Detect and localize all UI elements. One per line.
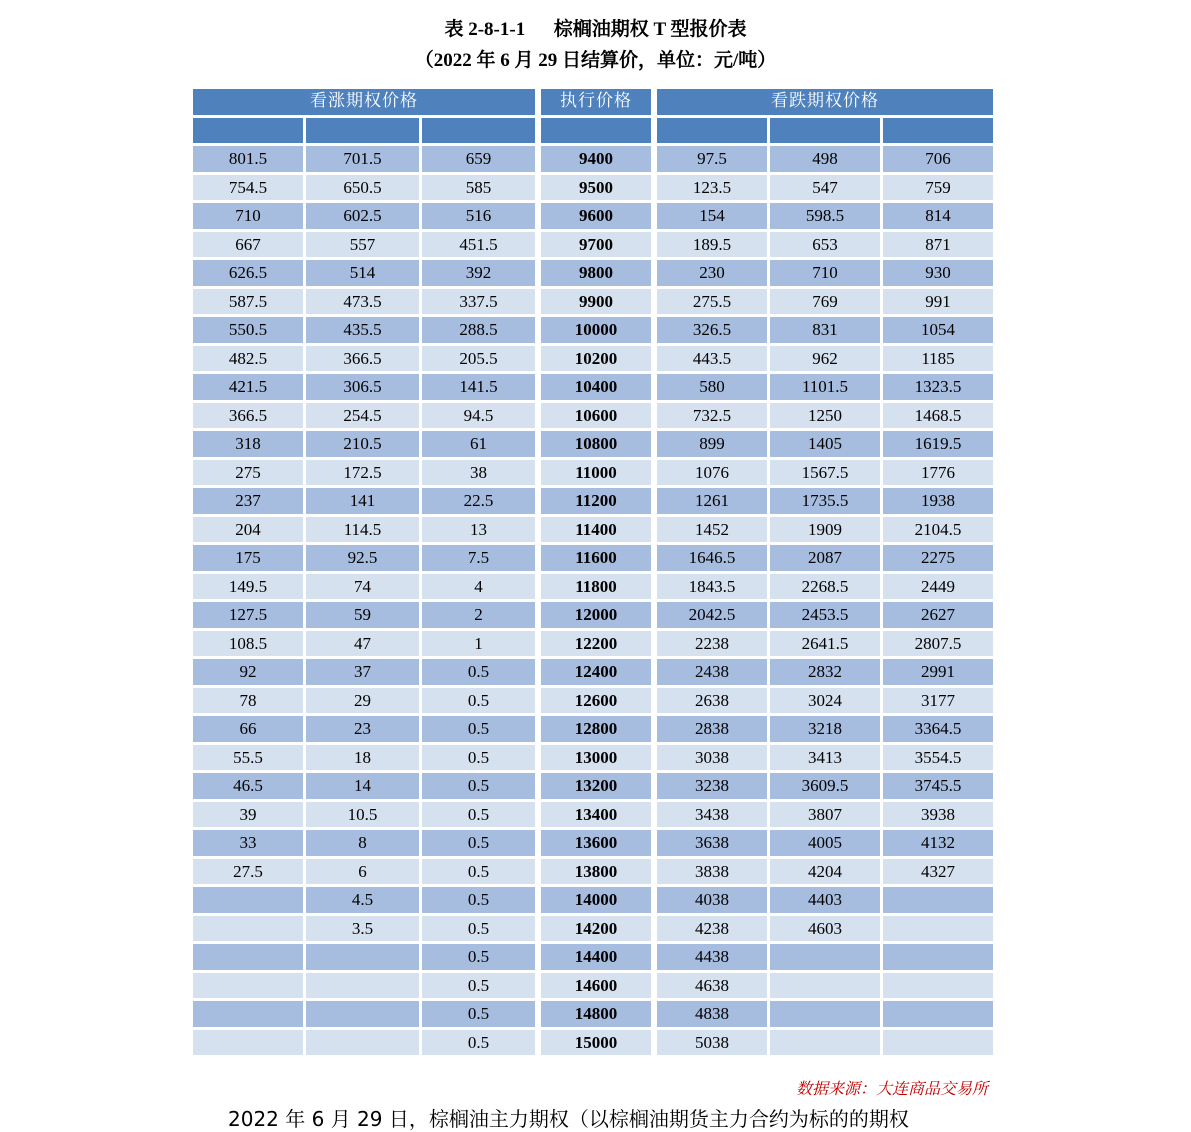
put-price-cell: 1567.5 <box>770 460 880 486</box>
strike-price-header: 执行价格 <box>541 89 651 115</box>
strike-price-cell: 12400 <box>541 659 651 685</box>
call-price-cell <box>193 887 303 913</box>
strike-price-cell: 14200 <box>541 916 651 942</box>
put-price-cell: 1776 <box>883 460 993 486</box>
call-price-cell: 754.5 <box>193 175 303 201</box>
put-price-cell: 653 <box>770 232 880 258</box>
put-price-cell: 123.5 <box>657 175 767 201</box>
put-price-cell: 1619.5 <box>883 431 993 457</box>
call-price-cell: 38 <box>422 460 535 486</box>
call-price-cell: 6 <box>306 859 419 885</box>
put-price-cell: 1646.5 <box>657 545 767 571</box>
strike-price-cell: 11200 <box>541 488 651 514</box>
put-price-cell: 1185 <box>883 346 993 372</box>
call-price-cell: 33 <box>193 830 303 856</box>
table-header-row <box>193 89 993 115</box>
put-price-cell: 3413 <box>770 745 880 771</box>
put-price-cell: 3554.5 <box>883 745 993 771</box>
put-price-cell: 230 <box>657 260 767 286</box>
table-row <box>193 346 993 372</box>
call-price-cell: 66 <box>193 716 303 742</box>
put-price-cell: 732.5 <box>657 403 767 429</box>
strike-price-cell: 11600 <box>541 545 651 571</box>
strike-price-cell: 12600 <box>541 688 651 714</box>
table-row <box>193 602 993 628</box>
call-price-cell: 23 <box>306 716 419 742</box>
put-price-cell: 598.5 <box>770 203 880 229</box>
put-price-cell <box>770 944 880 970</box>
call-price-cell: 141.5 <box>422 374 535 400</box>
put-price-cell: 1250 <box>770 403 880 429</box>
call-price-cell: 55.5 <box>193 745 303 771</box>
put-price-cell: 2641.5 <box>770 631 880 657</box>
call-price-cell: 602.5 <box>306 203 419 229</box>
call-price-cell: 172.5 <box>306 460 419 486</box>
call-price-cell: 92.5 <box>306 545 419 571</box>
table-subheader-row <box>193 118 993 144</box>
call-price-cell: 801.5 <box>193 146 303 172</box>
call-price-cell: 473.5 <box>306 289 419 315</box>
table-subtitle: （2022 年 6 月 29 日结算价，单位：元/吨） <box>414 50 777 71</box>
put-price-cell: 97.5 <box>657 146 767 172</box>
put-price-cell <box>883 944 993 970</box>
put-price-header: 看跌期权价格 <box>657 89 993 115</box>
put-price-cell: 962 <box>770 346 880 372</box>
call-price-cell: 0.5 <box>422 716 535 742</box>
put-price-cell: 3745.5 <box>883 773 993 799</box>
call-price-cell: 61 <box>422 431 535 457</box>
t-quote-table <box>190 86 996 1058</box>
put-price-cell: 706 <box>883 146 993 172</box>
put-price-cell: 2042.5 <box>657 602 767 628</box>
call-price-cell: 587.5 <box>193 289 303 315</box>
call-price-cell: 141 <box>306 488 419 514</box>
call-price-cell: 78 <box>193 688 303 714</box>
call-price-cell <box>193 1030 303 1056</box>
strike-price-cell: 15000 <box>541 1030 651 1056</box>
put-price-cell: 326.5 <box>657 317 767 343</box>
call-price-cell: 667 <box>193 232 303 258</box>
table-row <box>193 887 993 913</box>
call-price-cell: 366.5 <box>193 403 303 429</box>
table-row <box>193 260 993 286</box>
call-price-cell: 585 <box>422 175 535 201</box>
call-price-cell: 92 <box>193 659 303 685</box>
put-price-cell: 4403 <box>770 887 880 913</box>
strike-price-cell: 14000 <box>541 887 651 913</box>
put-price-cell: 4638 <box>657 973 767 999</box>
subheader-cell <box>657 118 767 144</box>
put-price-cell <box>883 887 993 913</box>
table-body <box>193 89 993 1055</box>
put-price-cell: 769 <box>770 289 880 315</box>
table-row <box>193 431 993 457</box>
call-price-cell: 0.5 <box>422 659 535 685</box>
call-price-cell: 514 <box>306 260 419 286</box>
call-price-cell: 4.5 <box>306 887 419 913</box>
put-price-cell: 930 <box>883 260 993 286</box>
call-price-cell: 204 <box>193 517 303 543</box>
subheader-cell <box>770 118 880 144</box>
put-price-cell: 3609.5 <box>770 773 880 799</box>
call-price-cell: 0.5 <box>422 745 535 771</box>
table-row <box>193 802 993 828</box>
table-row <box>193 859 993 885</box>
strike-price-cell: 13600 <box>541 830 651 856</box>
strike-price-cell: 10200 <box>541 346 651 372</box>
table-row <box>193 289 993 315</box>
subheader-cell <box>541 118 651 144</box>
call-price-cell: 4 <box>422 574 535 600</box>
call-price-cell: 149.5 <box>193 574 303 600</box>
call-price-cell: 127.5 <box>193 602 303 628</box>
strike-price-cell: 14600 <box>541 973 651 999</box>
table-row <box>193 916 993 942</box>
put-price-cell: 2638 <box>657 688 767 714</box>
put-price-cell: 4438 <box>657 944 767 970</box>
put-price-cell: 4005 <box>770 830 880 856</box>
put-price-cell: 831 <box>770 317 880 343</box>
call-price-cell: 254.5 <box>306 403 419 429</box>
strike-price-cell: 13400 <box>541 802 651 828</box>
call-price-cell: 557 <box>306 232 419 258</box>
put-price-cell: 4238 <box>657 916 767 942</box>
table-row <box>193 830 993 856</box>
strike-price-cell: 13000 <box>541 745 651 771</box>
call-price-cell: 7.5 <box>422 545 535 571</box>
put-price-cell: 547 <box>770 175 880 201</box>
call-price-cell <box>306 1030 419 1056</box>
call-price-cell: 0.5 <box>422 973 535 999</box>
call-price-cell: 392 <box>422 260 535 286</box>
call-price-cell: 306.5 <box>306 374 419 400</box>
call-price-cell <box>306 1001 419 1027</box>
table-row <box>193 773 993 799</box>
call-price-cell: 74 <box>306 574 419 600</box>
put-price-cell: 4838 <box>657 1001 767 1027</box>
table-row <box>193 688 993 714</box>
call-price-cell: 516 <box>422 203 535 229</box>
put-price-cell: 2238 <box>657 631 767 657</box>
table-row <box>193 1030 993 1056</box>
put-price-cell: 3638 <box>657 830 767 856</box>
put-price-cell: 4038 <box>657 887 767 913</box>
put-price-cell: 580 <box>657 374 767 400</box>
put-price-cell: 4327 <box>883 859 993 885</box>
table-row <box>193 545 993 571</box>
call-price-cell: 650.5 <box>306 175 419 201</box>
strike-price-cell: 9700 <box>541 232 651 258</box>
call-price-cell <box>193 944 303 970</box>
call-price-cell: 0.5 <box>422 802 535 828</box>
call-price-cell: 18 <box>306 745 419 771</box>
call-price-cell: 0.5 <box>422 1030 535 1056</box>
call-price-cell: 114.5 <box>306 517 419 543</box>
table-row <box>193 203 993 229</box>
call-price-cell <box>193 916 303 942</box>
put-price-cell <box>770 973 880 999</box>
put-price-cell: 3438 <box>657 802 767 828</box>
body-text-line: 2022 年 6 月 29 日，棕榈油主力期权（以棕榈油期货主力合约为标的的期权 <box>228 1107 909 1131</box>
table-row <box>193 175 993 201</box>
put-price-cell: 3177 <box>883 688 993 714</box>
strike-price-cell: 14400 <box>541 944 651 970</box>
call-price-cell: 318 <box>193 431 303 457</box>
call-price-cell: 22.5 <box>422 488 535 514</box>
table-row <box>193 716 993 742</box>
call-price-cell: 0.5 <box>422 688 535 714</box>
strike-price-cell: 10600 <box>541 403 651 429</box>
put-price-cell: 5038 <box>657 1030 767 1056</box>
call-price-cell: 3.5 <box>306 916 419 942</box>
put-price-cell: 2832 <box>770 659 880 685</box>
put-price-cell: 3838 <box>657 859 767 885</box>
put-price-cell: 4603 <box>770 916 880 942</box>
data-source-note: 数据来源：大连商品交易所 <box>796 1079 989 1098</box>
call-price-cell: 175 <box>193 545 303 571</box>
put-price-cell: 2268.5 <box>770 574 880 600</box>
call-price-cell: 46.5 <box>193 773 303 799</box>
call-price-cell: 39 <box>193 802 303 828</box>
put-price-cell: 275.5 <box>657 289 767 315</box>
call-price-cell: 2 <box>422 602 535 628</box>
strike-price-cell: 9500 <box>541 175 651 201</box>
table-row <box>193 460 993 486</box>
put-price-cell: 2807.5 <box>883 631 993 657</box>
table-row <box>193 317 993 343</box>
put-price-cell <box>770 1001 880 1027</box>
put-price-cell: 1054 <box>883 317 993 343</box>
put-price-cell: 2087 <box>770 545 880 571</box>
put-price-cell <box>883 1001 993 1027</box>
put-price-cell <box>770 1030 880 1056</box>
put-price-cell: 4204 <box>770 859 880 885</box>
call-price-cell: 337.5 <box>422 289 535 315</box>
call-price-cell: 0.5 <box>422 944 535 970</box>
call-price-cell <box>306 944 419 970</box>
put-price-cell: 814 <box>883 203 993 229</box>
table-row <box>193 659 993 685</box>
put-price-cell: 4132 <box>883 830 993 856</box>
put-price-cell: 1909 <box>770 517 880 543</box>
strike-price-cell: 11400 <box>541 517 651 543</box>
put-price-cell: 2438 <box>657 659 767 685</box>
call-price-cell: 626.5 <box>193 260 303 286</box>
call-price-cell: 275 <box>193 460 303 486</box>
put-price-cell <box>883 916 993 942</box>
call-price-cell: 0.5 <box>422 887 535 913</box>
strike-price-cell: 12000 <box>541 602 651 628</box>
put-price-cell: 3807 <box>770 802 880 828</box>
call-price-cell: 94.5 <box>422 403 535 429</box>
strike-price-cell: 10000 <box>541 317 651 343</box>
call-price-cell: 210.5 <box>306 431 419 457</box>
put-price-cell: 1076 <box>657 460 767 486</box>
table-row <box>193 745 993 771</box>
put-price-cell: 2453.5 <box>770 602 880 628</box>
table-row <box>193 631 993 657</box>
call-price-cell: 237 <box>193 488 303 514</box>
put-price-cell: 1261 <box>657 488 767 514</box>
call-price-cell <box>193 1001 303 1027</box>
call-price-cell: 659 <box>422 146 535 172</box>
call-price-header: 看涨期权价格 <box>193 89 535 115</box>
call-price-cell: 8 <box>306 830 419 856</box>
call-price-cell: 0.5 <box>422 916 535 942</box>
call-price-cell: 1 <box>422 631 535 657</box>
put-price-cell: 3038 <box>657 745 767 771</box>
table-title: 表 2-8-1-1 棕榈油期权 T 型报价表 <box>444 19 747 40</box>
call-price-cell: 482.5 <box>193 346 303 372</box>
call-price-cell: 27.5 <box>193 859 303 885</box>
call-price-cell: 13 <box>422 517 535 543</box>
table-row <box>193 488 993 514</box>
put-price-cell: 2838 <box>657 716 767 742</box>
put-price-cell: 1405 <box>770 431 880 457</box>
put-price-cell: 2991 <box>883 659 993 685</box>
put-price-cell <box>883 973 993 999</box>
call-price-cell: 366.5 <box>306 346 419 372</box>
call-price-cell: 288.5 <box>422 317 535 343</box>
call-price-cell <box>306 973 419 999</box>
strike-price-cell: 9600 <box>541 203 651 229</box>
put-price-cell: 189.5 <box>657 232 767 258</box>
call-price-cell: 108.5 <box>193 631 303 657</box>
call-price-cell: 29 <box>306 688 419 714</box>
strike-price-cell: 12800 <box>541 716 651 742</box>
put-price-cell: 443.5 <box>657 346 767 372</box>
call-price-cell: 451.5 <box>422 232 535 258</box>
call-price-cell: 0.5 <box>422 1001 535 1027</box>
strike-price-cell: 11000 <box>541 460 651 486</box>
strike-price-cell: 14800 <box>541 1001 651 1027</box>
put-price-cell: 2275 <box>883 545 993 571</box>
call-price-cell: 0.5 <box>422 773 535 799</box>
put-price-cell: 498 <box>770 146 880 172</box>
call-price-cell: 435.5 <box>306 317 419 343</box>
call-price-cell: 421.5 <box>193 374 303 400</box>
strike-price-cell: 13200 <box>541 773 651 799</box>
put-price-cell: 1938 <box>883 488 993 514</box>
put-price-cell: 1452 <box>657 517 767 543</box>
put-price-cell: 2104.5 <box>883 517 993 543</box>
strike-price-cell: 9400 <box>541 146 651 172</box>
call-price-cell: 0.5 <box>422 859 535 885</box>
table-row <box>193 232 993 258</box>
call-price-cell: 14 <box>306 773 419 799</box>
strike-price-cell: 10800 <box>541 431 651 457</box>
strike-price-cell: 9900 <box>541 289 651 315</box>
put-price-cell: 3218 <box>770 716 880 742</box>
table-row <box>193 146 993 172</box>
call-price-cell <box>193 973 303 999</box>
strike-price-cell: 9800 <box>541 260 651 286</box>
table-row <box>193 973 993 999</box>
put-price-cell <box>883 1030 993 1056</box>
call-price-cell: 550.5 <box>193 317 303 343</box>
table-row <box>193 944 993 970</box>
put-price-cell: 710 <box>770 260 880 286</box>
put-price-cell: 3938 <box>883 802 993 828</box>
subheader-cell <box>883 118 993 144</box>
put-price-cell: 1323.5 <box>883 374 993 400</box>
call-price-cell: 205.5 <box>422 346 535 372</box>
strike-price-cell: 11800 <box>541 574 651 600</box>
table-row <box>193 403 993 429</box>
call-price-cell: 59 <box>306 602 419 628</box>
call-price-cell: 37 <box>306 659 419 685</box>
call-price-cell: 47 <box>306 631 419 657</box>
table-row <box>193 1001 993 1027</box>
subheader-cell <box>193 118 303 144</box>
subheader-cell <box>422 118 535 144</box>
put-price-cell: 3238 <box>657 773 767 799</box>
put-price-cell: 1735.5 <box>770 488 880 514</box>
table-row <box>193 574 993 600</box>
strike-price-cell: 13800 <box>541 859 651 885</box>
put-price-cell: 1101.5 <box>770 374 880 400</box>
strike-price-cell: 10400 <box>541 374 651 400</box>
table-row <box>193 517 993 543</box>
put-price-cell: 2627 <box>883 602 993 628</box>
put-price-cell: 759 <box>883 175 993 201</box>
put-price-cell: 991 <box>883 289 993 315</box>
put-price-cell: 3024 <box>770 688 880 714</box>
put-price-cell: 1843.5 <box>657 574 767 600</box>
put-price-cell: 871 <box>883 232 993 258</box>
put-price-cell: 2449 <box>883 574 993 600</box>
strike-price-cell: 12200 <box>541 631 651 657</box>
subheader-cell <box>306 118 419 144</box>
put-price-cell: 154 <box>657 203 767 229</box>
call-price-cell: 0.5 <box>422 830 535 856</box>
table-row <box>193 374 993 400</box>
put-price-cell: 899 <box>657 431 767 457</box>
call-price-cell: 701.5 <box>306 146 419 172</box>
put-price-cell: 3364.5 <box>883 716 993 742</box>
call-price-cell: 710 <box>193 203 303 229</box>
call-price-cell: 10.5 <box>306 802 419 828</box>
put-price-cell: 1468.5 <box>883 403 993 429</box>
